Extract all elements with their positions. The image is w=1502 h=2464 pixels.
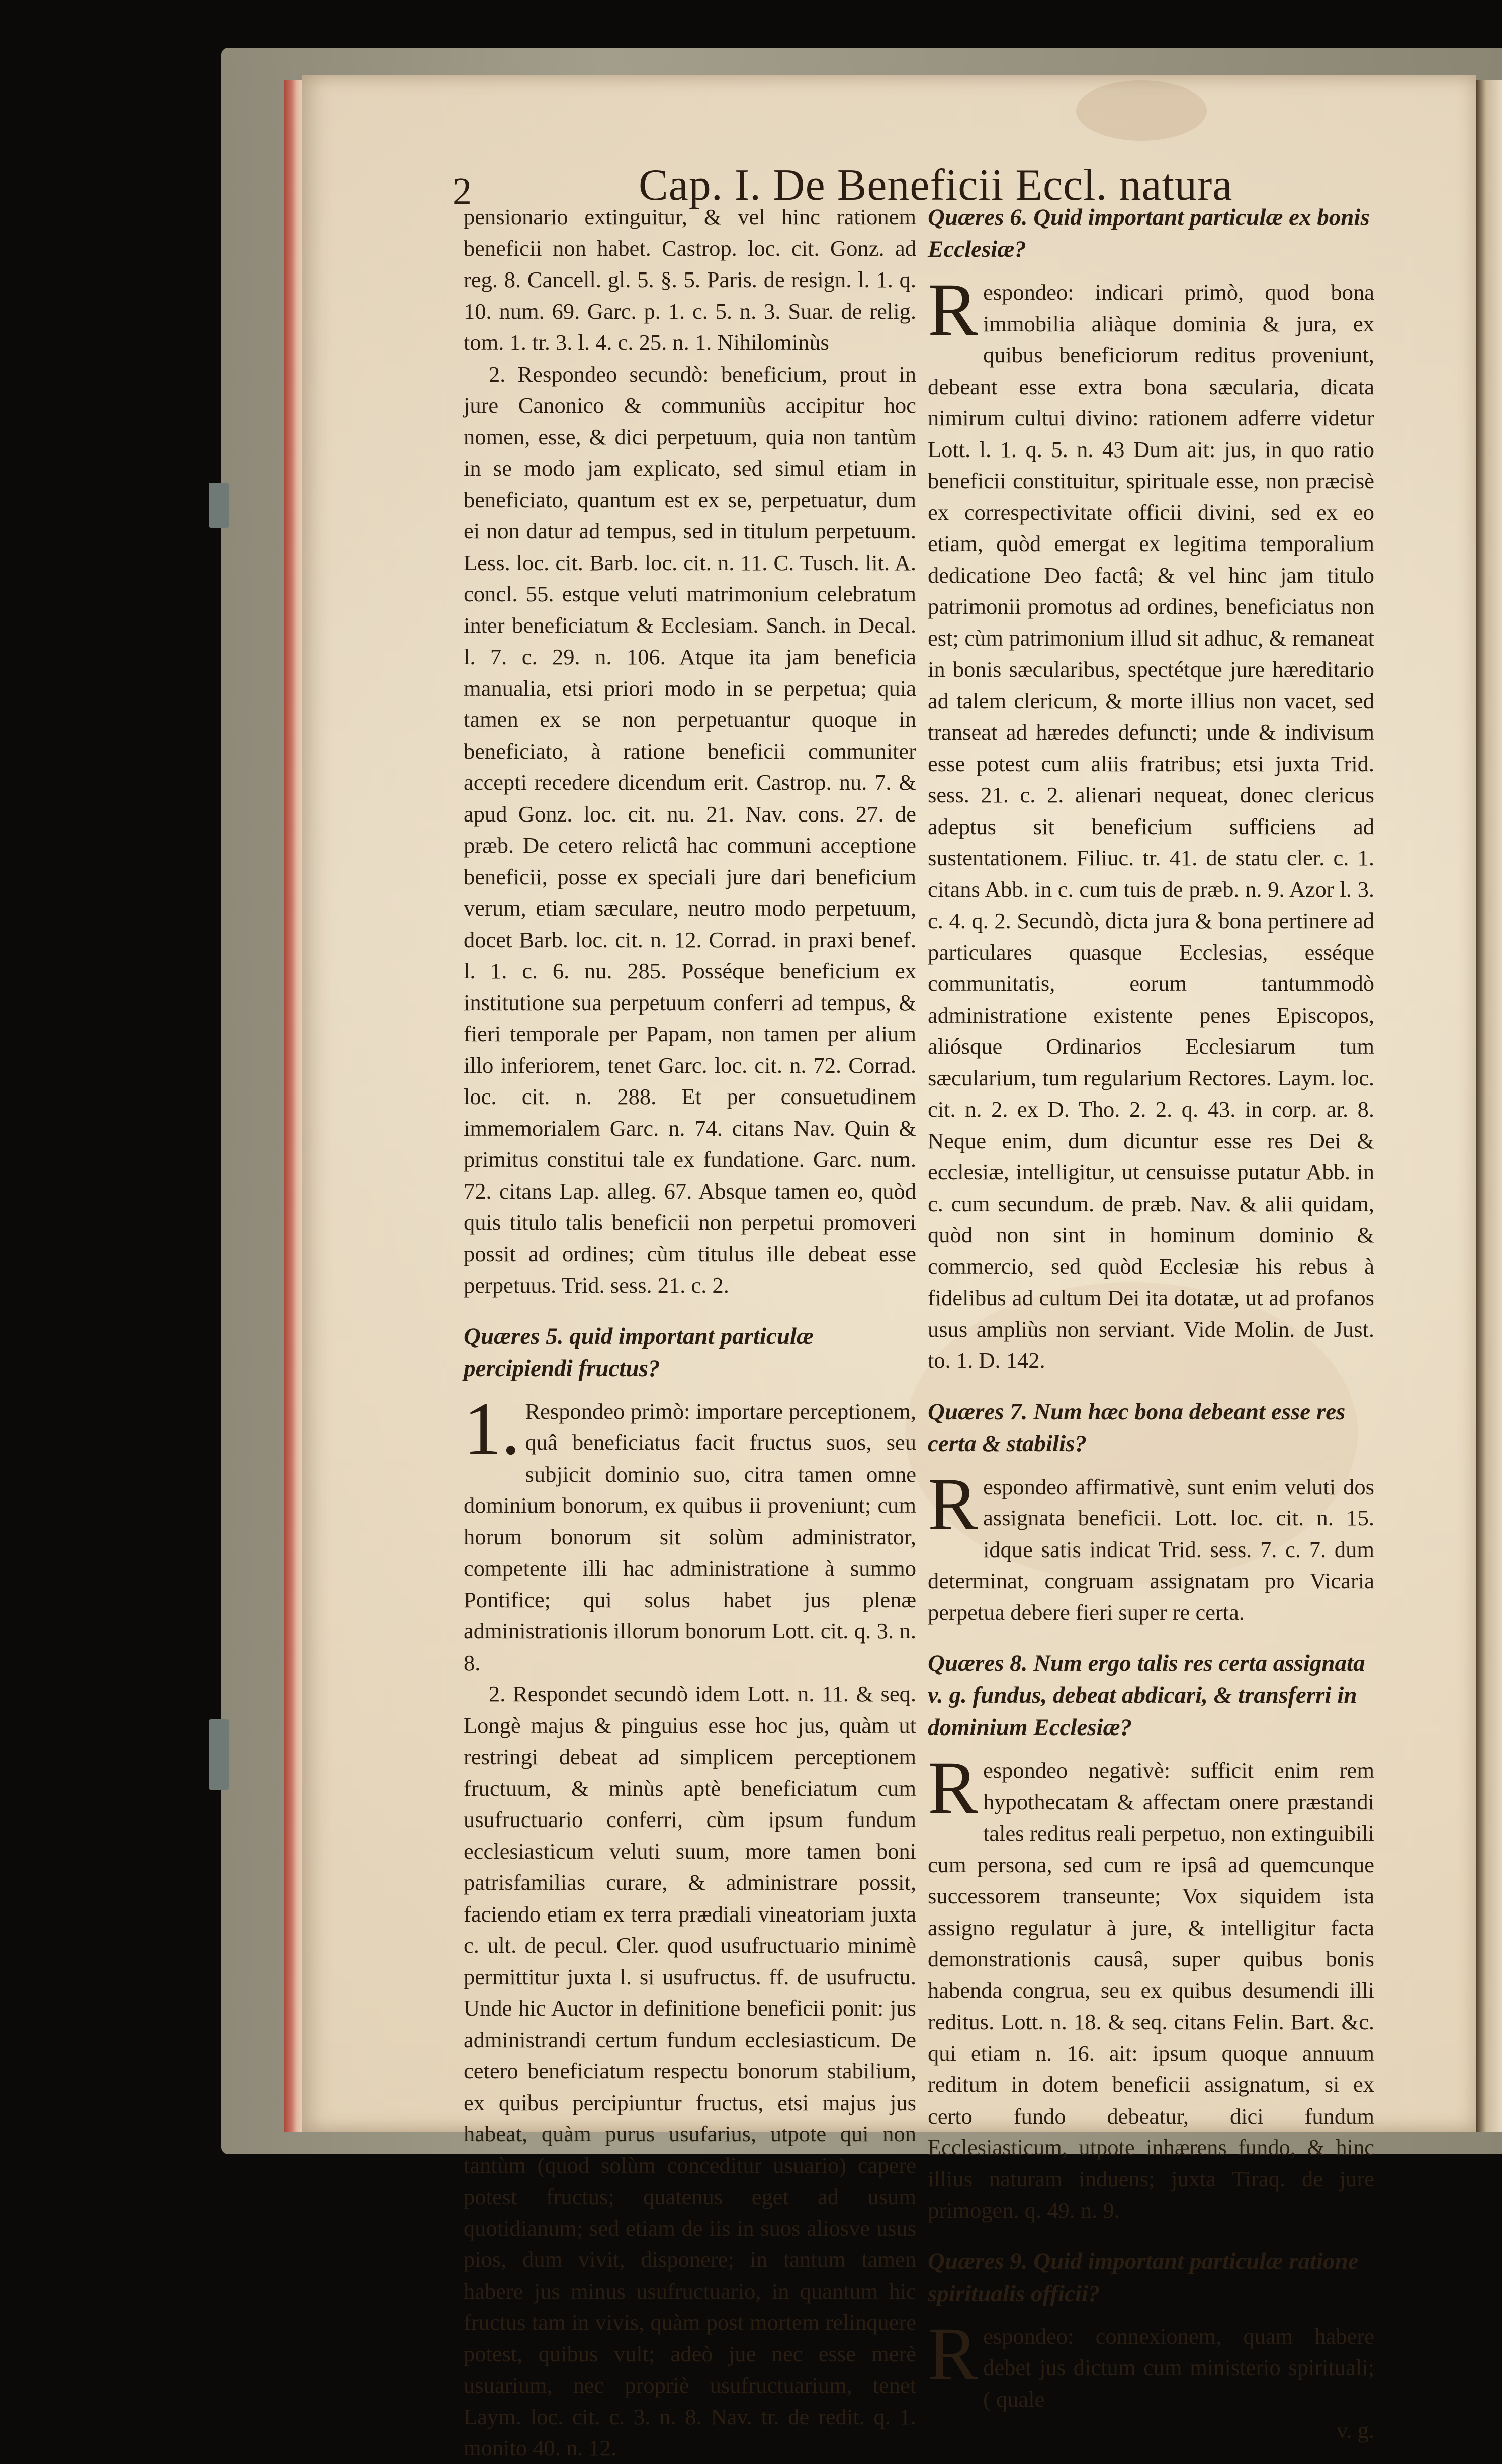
book-page <box>302 75 1476 2460</box>
right-column <box>928 201 1374 2446</box>
query-heading-9 <box>928 2245 1374 2310</box>
query-text: Quid important particulæ ratione spiritualis officii? <box>928 2248 1359 2307</box>
query-label: Quæres 9. <box>928 2248 1028 2274</box>
paragraph-response-7: Respondeo affirmativè, sunt enim veluti dos assignata beneficii. Lott. loc. cit. n. 15. idque satis indicat Trid. sess. 7. c. 7. dum determinat, congruam assignatam pro Vicaria perpetua debere fieri super re certa. <box>928 1462 1374 1625</box>
query-text: Quid important particulæ ex bonis Ecclesiæ? <box>928 204 1370 262</box>
query-text: quid important particulæ percipiendi fructus? <box>464 1323 814 1382</box>
page-number: 2 <box>453 170 472 213</box>
query-label: Quæres 7. <box>928 1398 1028 1425</box>
query-label: Quæres 6. <box>928 204 1028 230</box>
paragraph-response-2: 2. Respondeo secundò: beneficium, prout in jure Canonico & communiùs accipitur hoc nomen, esse, & dici perpetuum, quia non tantùm in se modo jam explicato, sed simul etiam in beneficiato, quantum est ex se, perpetuatur, dum ei non datur ad tempus, sed in titulum perpetuum. Less. loc. cit. Barb. loc. cit. n. 11. C. Tusch. lit. A. concl. 55. estque veluti matrimonium celebratum inter beneficiatum & Ecclesiam. Sanch. in Decal. l. 7. c. 29. n. 106. Atque ita jam beneficia manualia, etsi priori modo in se perpetua; quia tamen ex se non perpetuantur quoque in beneficiato, à ratione beneficii communiter accepti recedere dicendum erit. Castrop. nu. 7. & apud Gonz. loc. cit. nu. 21. Nav. cons. 27. de præb. De cetero relictâ hac communi acceptione beneficii, posse ex speciali jure dari beneficium verum, etiam sæculare, neutro modo perpetuum, docet Barb. loc. cit. n. 12. Corrad. in praxi benef. l. 1. c. 6. nu. 285. Posséque beneficium ex institutione sua perpetuum conferri ad tempus, & fieri temporale per Papam, non tamen per alium illo inferiorem, tenet Garc. loc. cit. n. 72. Corrad. loc. cit. n. 288. Et per consuetudinem immemorialem Garc. n. 74. citans Nav. Quin & primitus constitui tale ex fundatione. Garc. num. 72. citans Lap. alleg. 67. Absque tamen eo, quòd quis titulo talis beneficii non perpetui promoveri possit ad ordines; cùm titulus ille debeat esse perpetuus. Trid. sess. 21. c. 2. <box>464 361 916 1298</box>
paragraph-response-8: Respondeo negativè: sufficit enim rem hypothecatam & affectam onere præstandi tales reditus reali perpetuo, non extinguibili cum persona, sed cum re ipsâ ad quemcunque successorem transeunte; Vox siquidem ista assigno regulatur à jure, & intelligitur facta demonstrationis causâ, super quibus bonis habenda congrua, seu ex quibus desumendi illi reditus. Lott. n. 18. & seq. citans Felin. Bart. &c. qui etiam n. 16. ait: ipsum quoque annuum reditum in dotem beneficii assignatum, si ex certo fundo debeatur, dici fundum Ecclesiasticum, utpote inhærens fundo, & hinc illius naturam induens; juxta Tiraq. de jure primogen. q. 49. n. 9. <box>928 1746 1374 2223</box>
paper-stain <box>1076 80 1207 141</box>
query-text: Num ergo talis res certa assignata v. g. fundus, debeat abdicari, & transferri in dominium Ecclesiæ? <box>928 1650 1365 1741</box>
paragraph-continuation: pensionario extinguitur, & vel hinc rationem beneficii non habet. Castrop. loc. cit. Gonz. ad reg. 8. Cancell. gl. 5. §. 5. Paris. de resign. l. 1. q. 10. num. 69. Garc. p. 1. c. 5. n. 3. Suar. de relig. tom. 1. tr. 3. l. 4. c. 25. n. 1. Nihilominùs <box>464 204 916 355</box>
clasp-tab-upper <box>209 483 229 528</box>
running-title: Cap. I. De Beneficii Eccl. natura <box>639 161 1233 210</box>
left-column <box>464 201 916 2464</box>
catchword: v. g. <box>1337 2418 1374 2443</box>
query-text: Num hæc bona debeant esse res certa & stabilis? <box>928 1398 1346 1457</box>
query-heading-8 <box>928 1647 1374 1744</box>
clasp-tab-lower <box>209 1719 229 1790</box>
query-heading-5 <box>464 1320 916 1385</box>
paragraph-response-5-2: 2. Respondet secundò idem Lott. n. 11. & seq. Longè majus & pinguius esse hoc jus, quàm ut restringi debeat ad simplicem perceptionem fructuum, & minùs aptè beneficiatum cum usufructuario conferri, cùm ipsum fundum ecclesiasticum veluti suum, more tamen boni patrisfamilias curare, & administrare possit, faciendo etiam ex terra prædiali vineatoriam juxta c. ult. de pecul. Cler. quod usufructuario minimè permittitur juxta l. si usufructus. ff. de usufructu. Unde hic Auctor in definitione beneficii ponit: jus administrandi certum fundum ecclesiasticum. De cetero beneficiatum respectu bonorum stabilium, ex quibus percipiuntur fructus, etsi majus jus habeat, quàm purus usufarius, utpote qui non tantùm (quod solùm conceditur usuario) capere potest fructus; quatenus eget ad usum quotidianum; sed etiam de iis in suos aliosve usus pios, dum vivit, disponere; in tantum tamen habere jus minus usufructuario, in quantum hic fructus tam in vivis, quàm post mortem relinquere potest, quibus vult; adeò jue nec esse merè usuarium, nec propriè usufructuarium, tenet Laym. loc. cit. c. 3. n. 8. Nav. tr. de redit. q. 1. monito 40. n. 12. <box>464 1681 916 2460</box>
query-heading-7 <box>928 1396 1374 1460</box>
paragraph-response-5-1: 1.Respondeo primò: importare perceptionem, quâ beneficiatus facit fructus suos, seu subjicit dominio suo, citra tamen omne dominium bonorum, ex quibus ii proveniunt; cum horum bonorum sit solùm administrator, competente illi hac administratione à summo Pontifice; qui solus habet jus plenæ administrationis illorum bonorum Lott. cit. q. 3. n. 8. <box>464 1387 916 1675</box>
paragraph-response-6: Respondeo: indicari primò, quod bona immobilia aliàque dominia & jura, ex quibus beneficiorum reditus proveniunt, debeant esse extra bona sæcularia, dicata nimirum cultui divino: rationem adferre videtur Lott. l. 1. q. 5. n. 43 Dum ait: jus, in quo ratio beneficii constituitur, spirituale esse, non præcisè ex correspectivitate officii divini, sed ex eo etiam, quòd emergat ex legitima temporalium dedicatione Deo factâ; & vel hinc jam titulo patrimonii promotus ad ordines, beneficiatus non est; cùm patrimonium illud sit adhuc, & remaneat in bonis sæcularibus, spectétque jure hæreditario ad talem clericum, & morte illius non vacet, sed transeat ad hæredes defuncti; unde & indivisum esse potest cum aliis fratribus; etsi juxta Trid. sess. 21. c. 2. alienari nequeat, donec clericus adeptus sit beneficium sufficiens ad sustentationem. Filiuc. tr. 41. de statu cler. c. 1. citans Abb. in c. cum tuis de præb. n. 9. Azor l. 3. c. 4. q. 2. Secundò, dicta jura & bona pertinere ad particulares quasque Ecclesias, esséque communitatis, eorum tantummodò administratione existente penes Episcopos, aliósque Ordinarios Ecclesiarum tum sæcularium, tum regularium Rectores. Laym. loc. cit. n. 2. ex D. Tho. 2. 2. q. 43. in corp. ar. 8. Neque enim, dum dicuntur esse res Dei & ecclesiæ, intelligitur, ut censuisse putatur Abb. in c. cum secundum. de præb. Nav. & alii quidam, quòd non sint in hominum dominio & commercio, sed quòd Ecclesiæ his rebus à fidelibus ad cultum Dei ita dotatæ, ut ad profanos usus ampliùs non serviant. Vide Molin. de Just. to. 1. D. 142. <box>928 268 1374 1373</box>
query-heading-6 <box>928 201 1374 265</box>
query-label: Quæres 8. <box>928 1650 1028 1676</box>
paragraph-response-9: Respondeo: connexionem, quam habere debet jus dictum cum ministerio spirituali; ( quale <box>928 2312 1374 2412</box>
facing-page-edge <box>1476 80 1502 2132</box>
query-label: Quæres 5. <box>464 1323 564 1349</box>
